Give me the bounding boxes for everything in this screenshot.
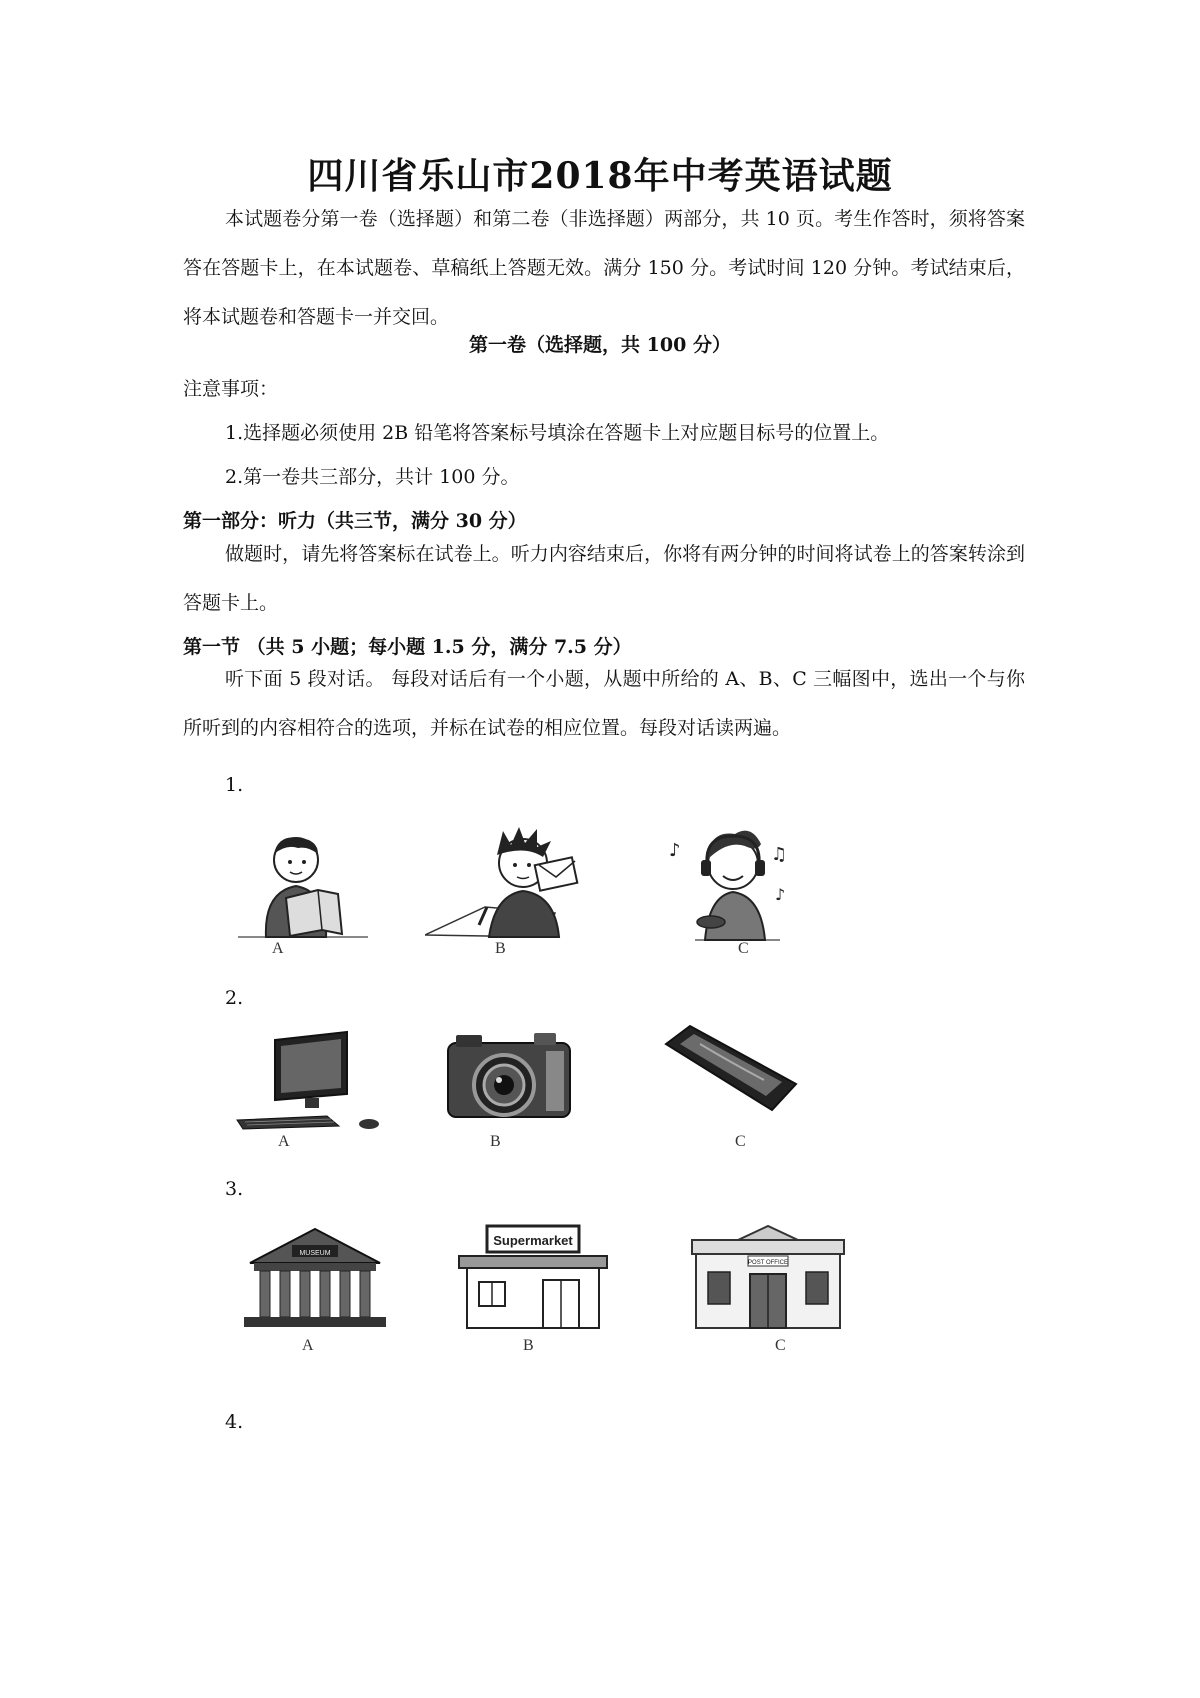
post-office-sign: POST OFFICE bbox=[748, 1260, 788, 1266]
option-label: A bbox=[272, 940, 284, 957]
question-number-2: 2. bbox=[225, 987, 244, 1009]
museum-building-icon bbox=[240, 1225, 390, 1330]
supermarket-building-icon bbox=[455, 1222, 610, 1332]
smartphone-icon bbox=[660, 1022, 800, 1117]
svg-text:♫: ♫ bbox=[771, 844, 788, 865]
option-label: A bbox=[302, 1337, 314, 1354]
camera-icon bbox=[442, 1025, 577, 1125]
question-number-3: 3. bbox=[225, 1178, 244, 1200]
notice-item-2: 2.第一卷共三部分，共计 100 分。 bbox=[225, 466, 520, 488]
part1-heading: 第一部分：听力（共三节，满分 30 分） bbox=[183, 510, 527, 532]
option-label: B bbox=[490, 1133, 501, 1150]
notice-heading: 注意事项： bbox=[183, 378, 279, 400]
option-label: B bbox=[523, 1337, 534, 1354]
question-number-4: 4. bbox=[225, 1411, 244, 1433]
option-label: B bbox=[495, 940, 506, 957]
question-number-1: 1. bbox=[225, 774, 244, 796]
section1-instructions: 听下面 5 段对话。 每段对话后有一个小题，从题中所给的 A、B、C 三幅图中，选出一个与你所听到的内容相符合的选项，并标在试卷的相应位置。每段对话读两遍。 bbox=[183, 668, 1025, 739]
page-title: 四川省乐山市2018年中考英语试题 bbox=[307, 155, 893, 197]
desktop-computer-icon bbox=[235, 1030, 395, 1130]
svg-text:♪: ♪ bbox=[669, 840, 681, 861]
boy-reading-book-icon bbox=[238, 832, 368, 942]
supermarket-sign: Supermarket bbox=[493, 1233, 573, 1248]
boy-writing-letter-icon bbox=[425, 825, 595, 945]
notice-item-1: 1.选择题必须使用 2B 铅笔将答案标号填涂在答题卡上对应题目标号的位置上。 bbox=[225, 422, 890, 444]
post-office-building-icon bbox=[688, 1222, 848, 1332]
svg-text:♪: ♪ bbox=[775, 885, 786, 904]
intro-paragraph: 本试题卷分第一卷（选择题）和第二卷（非选择题）两部分，共 10 页。考生作答时，须将答案答在答题卡上，在本试题卷、草稿纸上答题无效。满分 150 分。考试时间 120 分钟。考试结束后，将本试题卷和答题卡一并交回。 bbox=[183, 208, 1025, 328]
boy-listening-music-icon bbox=[665, 820, 800, 945]
option-label: C bbox=[738, 940, 749, 957]
option-label: C bbox=[775, 1337, 786, 1354]
option-label: C bbox=[735, 1133, 746, 1150]
option-label: A bbox=[278, 1133, 290, 1150]
volume-heading: 第一卷（选择题，共 100 分） bbox=[469, 334, 731, 356]
part1-instructions: 做题时，请先将答案标在试卷上。听力内容结束后，你将有两分钟的时间将试卷上的答案转涂到答题卡上。 bbox=[183, 543, 1025, 614]
section1-heading: 第一节 （共 5 小题；每小题 1.5 分，满分 7.5 分） bbox=[183, 636, 632, 658]
museum-sign: MUSEUM bbox=[299, 1250, 331, 1257]
